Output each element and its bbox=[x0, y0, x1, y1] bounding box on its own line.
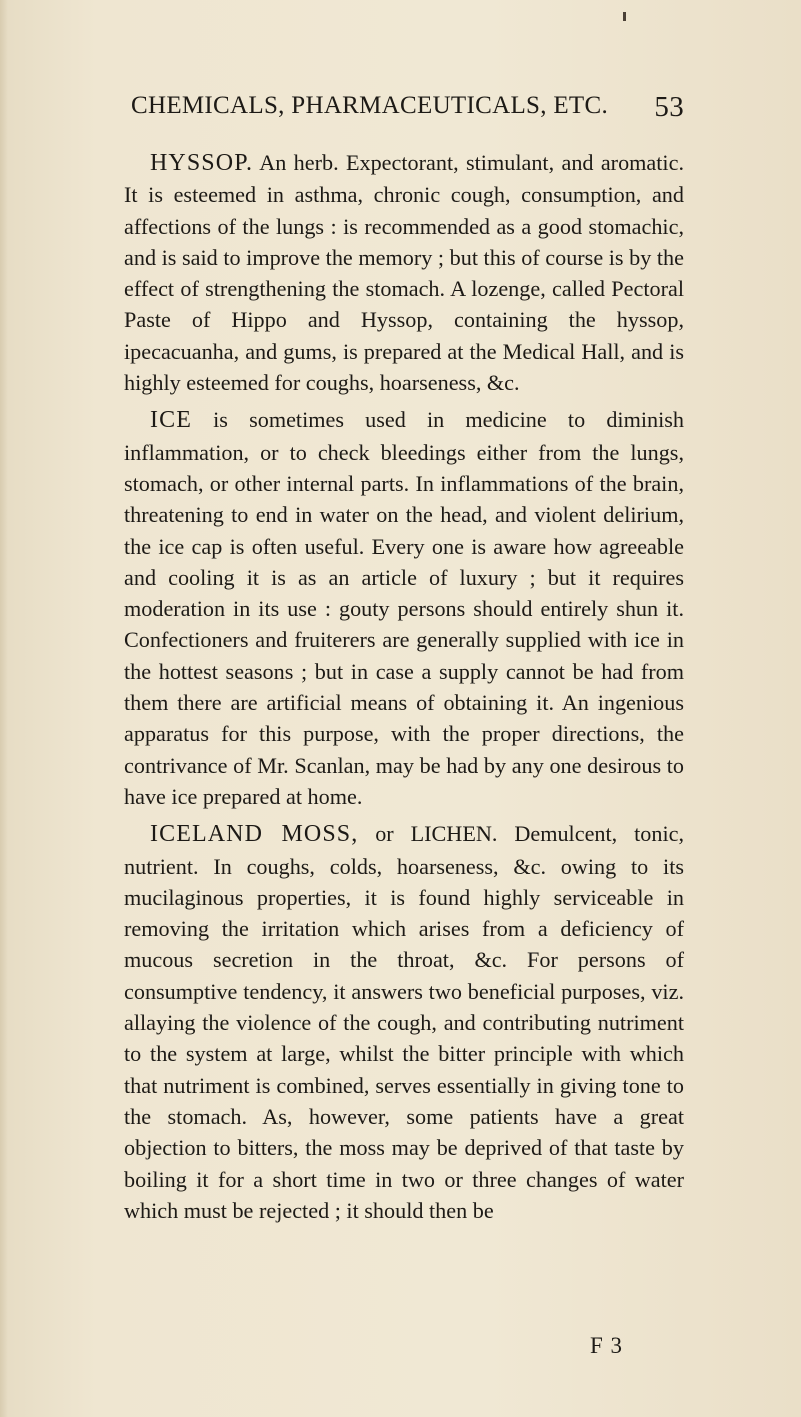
entry-text-ice: is sometimes used in medicine to diminish inflammation, or to check bleedings either from the lungs, stomach, or other internal parts. In inflammations of the brain, threatening to end in water on the head, and violent delirium, the ice cap is often useful. Every one is aware how agreeable and cooling it is as an article of luxury ; but it requires moderation in its use : gouty persons should entirely shun it. Confectioners and fruiterers are generally supplied with ice in the hottest seasons ; but in case a supply cannot be had from them there are artificial means of obtaining it. An ingenious apparatus for this purpose, with the proper directions, the contrivance of Mr. Scanlan, may be had by any one desirous to have ice prepared at home. bbox=[124, 407, 684, 809]
entry-head-iceland-moss: ICELAND MOSS, bbox=[150, 821, 359, 848]
running-header bbox=[131, 91, 684, 123]
signature-mark: F 3 bbox=[590, 1333, 624, 1358]
entry-text-hyssop: An herb. Expectorant, stimulant, and aromatic. It is esteemed in asthma, chronic cough, consumption, and affections of the lungs : is recommended as a good stomachic, and is said to improve the memory ; but this of course is by the effect of strengthening the stomach. A lozenge, called Pectoral Paste of Hippo and Hyssop, containing the hyssop, ipecacuanha, and gums, is prepared at the Medical Hall, and is highly esteemed for coughs, hoarseness, &c. bbox=[124, 150, 684, 396]
entry-text-iceland-moss: or LICHEN. Demulcent, tonic, nutrient. In coughs, colds, hoarseness, &c. owing to its mucilaginous properties, it is found highly serviceable in removing the irritation which arises from a deficiency of mucous secretion in the throat, &c. For persons of consumptive tendency, it answers two beneficial purposes, viz. allaying the violence of the cough, and contributing nutriment to the system at large, whilst the bitter principle with which that nutriment is combined, serves essentially in giving tone to the stomach. As, however, some patients have a great objection to bitters, the moss may be deprived of that taste by boiling it for a short time in two or three changes of water which must be rejected ; it should then be bbox=[124, 821, 685, 1223]
body-text bbox=[124, 147, 684, 1226]
corner-mark bbox=[623, 12, 626, 21]
page-gutter-shadow bbox=[0, 0, 8, 1417]
entry-hyssop bbox=[124, 147, 684, 398]
running-title: CHEMICALS, PHARMACEUTICALS, ETC. bbox=[131, 92, 608, 119]
entry-head-hyssop: HYSSOP. bbox=[150, 150, 254, 176]
entry-head-ice: ICE bbox=[150, 407, 192, 434]
entry-iceland-moss bbox=[124, 818, 684, 1226]
page-number: 53 bbox=[654, 91, 684, 123]
entry-ice bbox=[124, 404, 684, 812]
